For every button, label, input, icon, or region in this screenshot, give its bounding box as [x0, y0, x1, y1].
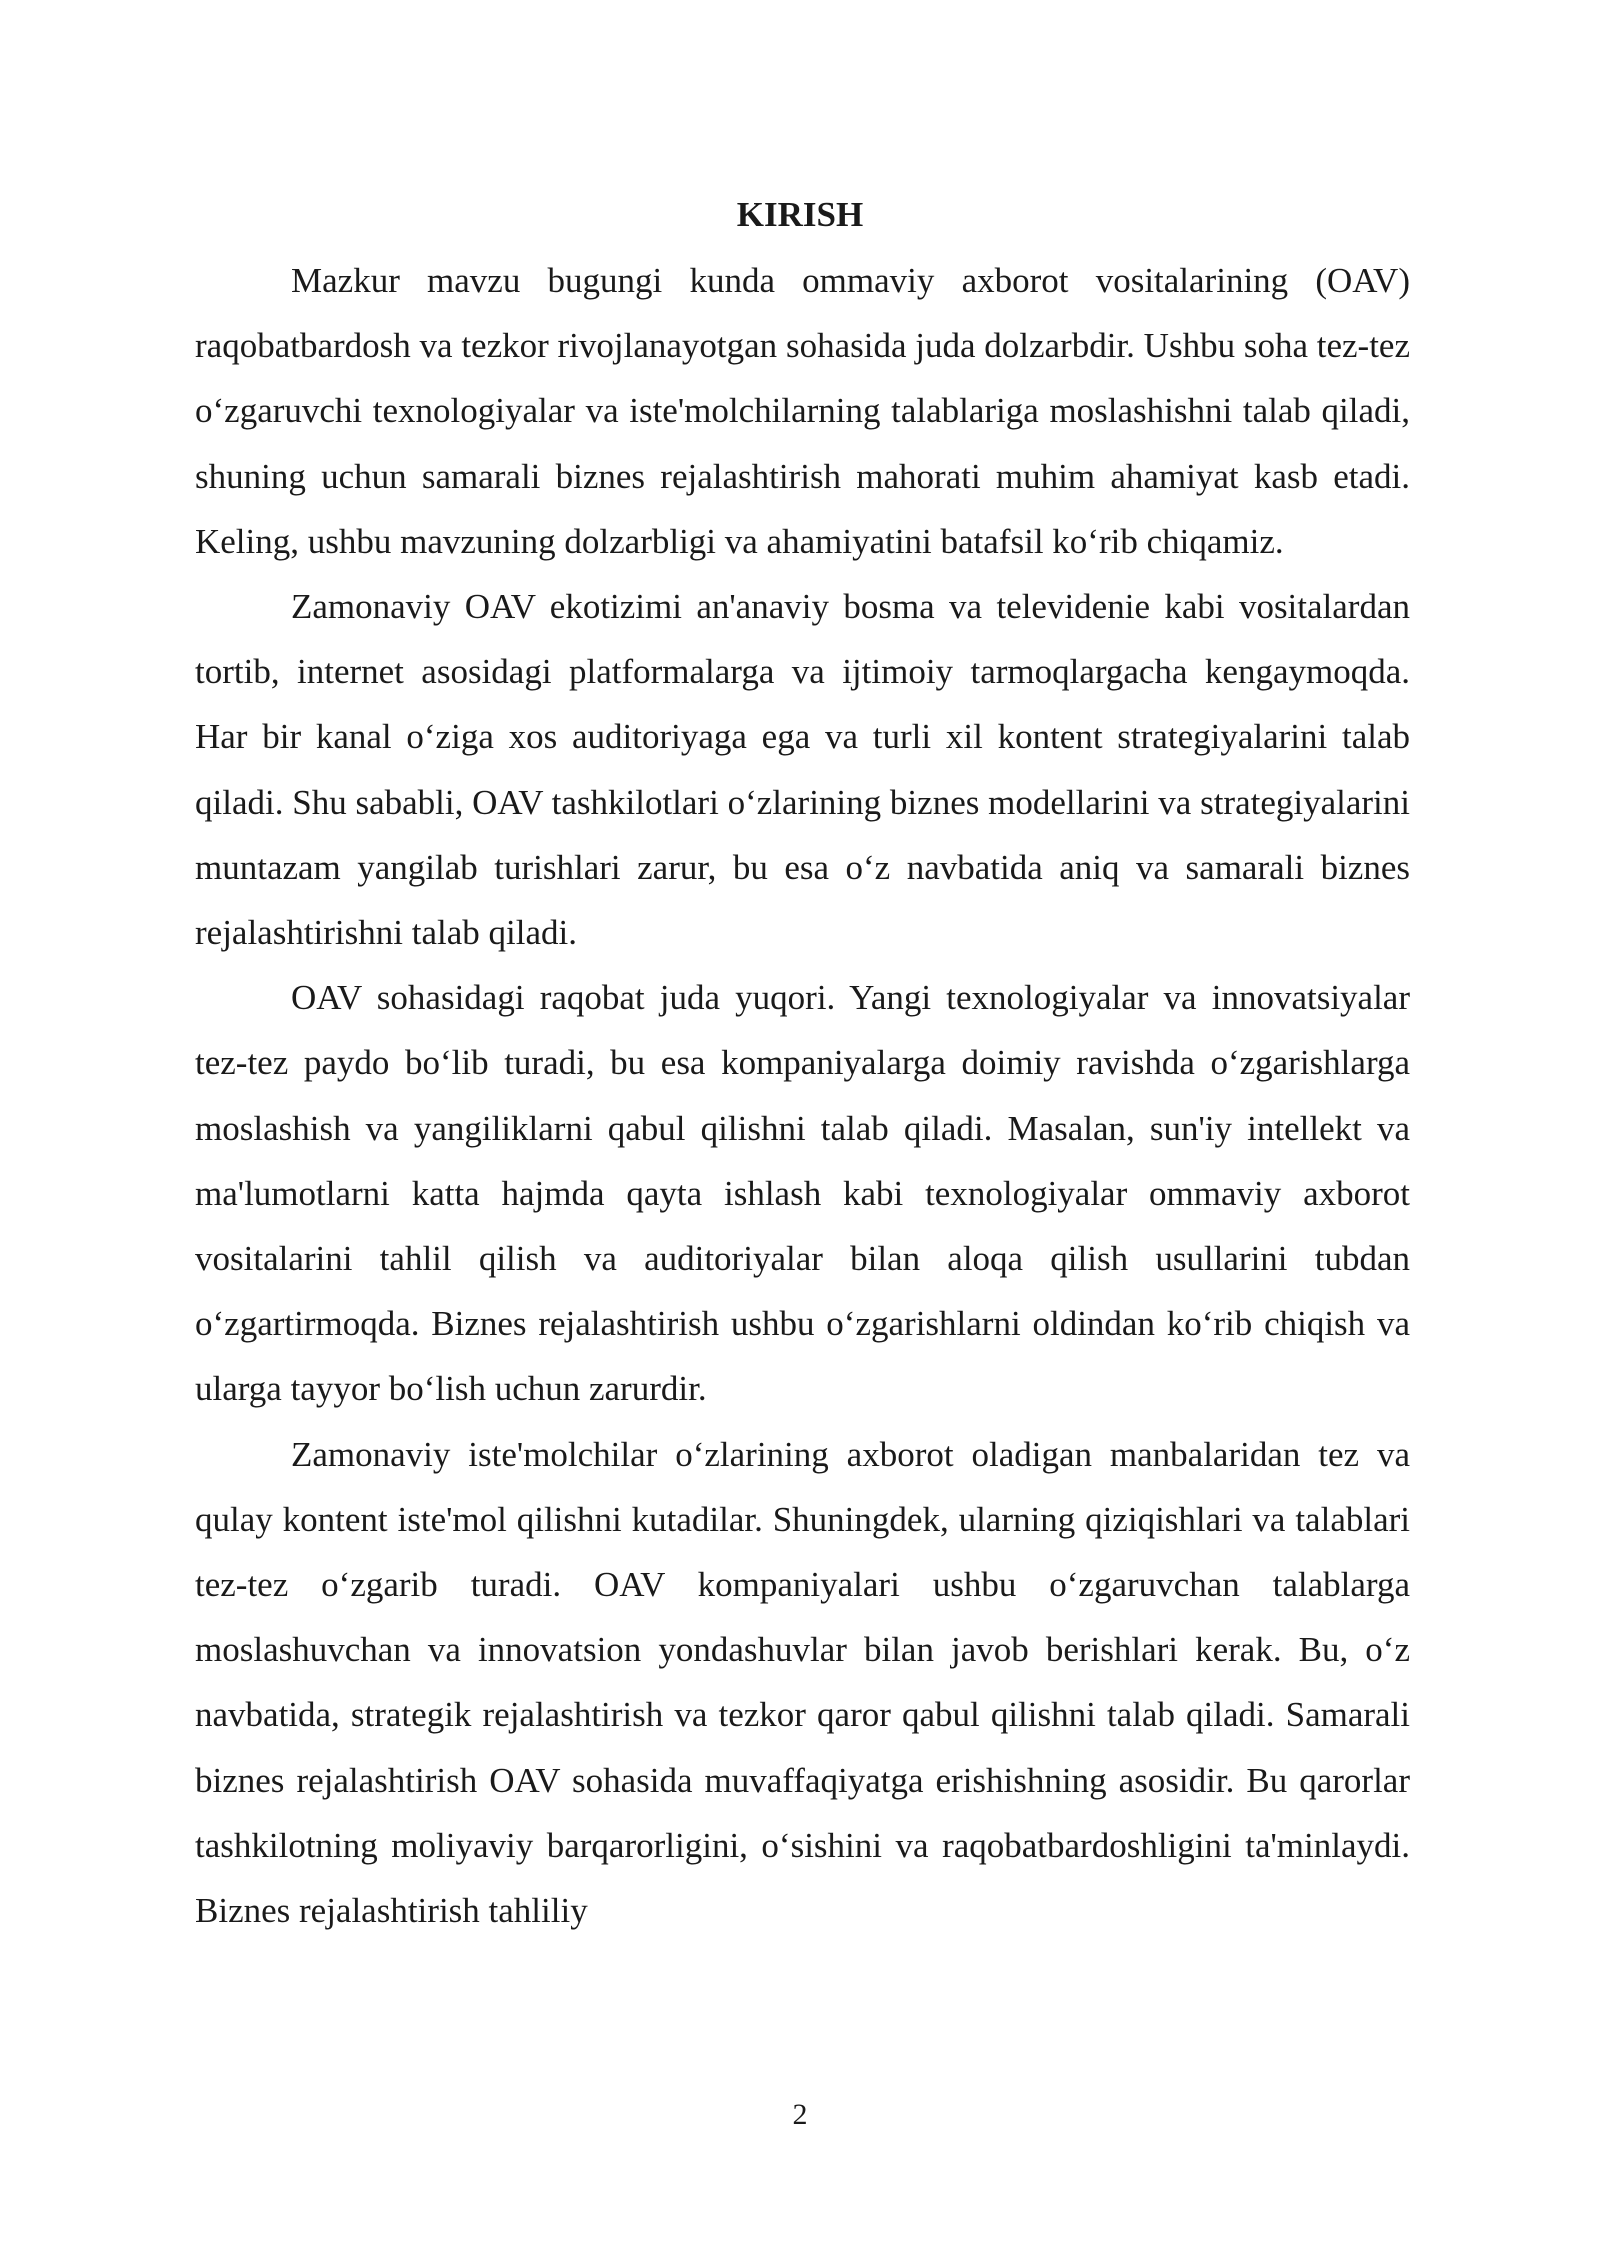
paragraph-3: OAV sohasidagi raqobat juda yuqori. Yangi texnologiyalar va innovatsiyalar tez-tez paydo bo‘lib turadi, bu esa kompaniyalarga doimiy ravishda o‘zgarishlarga moslashish va yangiliklarni qabul qilishni talab qiladi. Masalan, sun'iy intellekt va ma'lumotlarni katta hajmda qayta ishlash kabi texnologiyalar ommaviy axborot vositalarini tahlil qilish va auditoriyalar bilan aloqa qilish usullarini tubdan o‘zgartirmoqda. Biznes rejalashtirish ushbu o‘zgarishlarni oldindan ko‘rib chiqish va ularga tayyor bo‘lish uchun zarurdir.: [195, 978, 1410, 1409]
page-number: 2: [792, 2098, 808, 2131]
paragraph-4: Zamonaviy iste'molchilar o‘zlarining axborot oladigan manbalaridan tez va qulay kontent iste'mol qilishni kutadilar. Shuningdek, ularning qiziqishlari va talablari tez-tez o‘zgarib turadi. OAV kompaniyalari ushbu o‘zgaruvchan talablarga moslashuvchan va innovatsion yondashuvlar bilan javob berishlari kerak. Bu, o‘z navbatida, strategik rejalashtirish va tezkor qaror qabul qilishni talab qiladi. Samarali biznes rejalashtirish OAV sohasida muvaffaqiyatga erishishning asosidir. Bu qarorlar tashkilotning moliyaviy barqarorligini, o‘sishini va raqobatbardoshligini ta'minlaydi. Biznes rejalashtirish tahliliy: [195, 1434, 1410, 1931]
paragraph-1: Mazkur mavzu bugungi kunda ommaviy axborot vositalarining (OAV) raqobatbardosh va tezkor rivojlanayotgan sohasida juda dolzarbdir. Ushbu soha tez-tez o‘zgaruvchi texnologiyalar va iste'molchilarning talablariga moslashishni talab qiladi, shuning uchun samarali biznes rejalashtirish mahorati muhim ahamiyat kasb etadi. Keling, ushbu mavzuning dolzarbligi va ahamiyatini batafsil ko‘rib chiqamiz.: [195, 261, 1410, 561]
body-text: [195, 248, 1410, 1943]
section-heading: KIRISH: [736, 195, 864, 234]
paragraph-2: Zamonaviy OAV ekotizimi an'anaviy bosma va televidenie kabi vositalardan tortib, internet asosidagi platformalarga va ijtimoiy tarmoqlargacha kengaymoqda. Har bir kanal o‘ziga xos auditoriyaga ega va turli xil kontent strategiyalarini talab qiladi. Shu sababli, OAV tashkilotlari o‘zlarining biznes modellarini va strategiyalarini muntazam yangilab turishlari zarur, bu esa o‘z navbatida aniq va samarali biznes rejalashtirishni talab qiladi.: [195, 587, 1410, 953]
